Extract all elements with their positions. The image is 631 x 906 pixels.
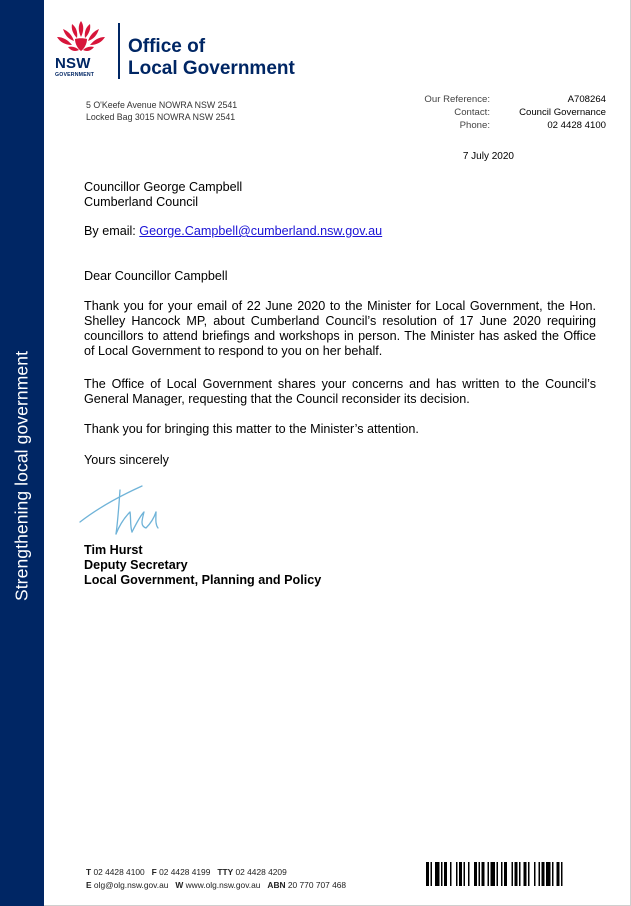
barcode-bar [524, 862, 527, 886]
footer-e-label: E [86, 880, 92, 890]
footer-fax: 02 4428 4199 [159, 867, 211, 877]
footer-email: olg@olg.nsw.gov.au [93, 880, 169, 890]
barcode-bar [468, 862, 470, 886]
barcode-bar [504, 862, 507, 886]
barcode-bar [482, 862, 485, 886]
footer-f-label: F [151, 867, 157, 877]
barcode-bar [488, 862, 490, 886]
nsw-olg-logo [54, 19, 334, 81]
footer-line-2 [86, 879, 346, 892]
barcode-bar [542, 862, 545, 886]
org-name-line-1: Office of [128, 36, 206, 57]
footer-abn: 20 770 707 468 [287, 880, 347, 890]
recipient-block [84, 180, 484, 210]
barcode-bar [474, 862, 477, 886]
closing-line: Yours sincerely [84, 453, 169, 467]
sidebar-slogan: Strengthening local government [11, 350, 32, 602]
recipient-email-link[interactable]: George.Campbell@cumberland.nsw.gov.au [139, 224, 383, 238]
footer-tty: 02 4428 4209 [235, 867, 287, 877]
signatory-division: Local Government, Planning and Policy [84, 573, 322, 587]
waratah-icon [54, 19, 108, 57]
barcode-bar [431, 862, 433, 886]
footer-contacts [86, 866, 346, 892]
sidebar-band [0, 0, 44, 906]
barcode-bar [519, 862, 521, 886]
by-email-label: By email: [84, 224, 140, 238]
reference-values [496, 93, 606, 132]
reference-labels [380, 93, 490, 132]
barcode-bar [459, 862, 462, 886]
barcode-bar [539, 862, 541, 886]
barcode-bar [491, 862, 496, 886]
barcode-bar [441, 862, 443, 886]
government-wordmark: GOVERNMENT [55, 72, 95, 78]
salutation: Dear Councillor Campbell [84, 269, 228, 283]
signature-block [84, 543, 321, 588]
signatory-name: Tim Hurst [84, 543, 143, 557]
contact-label: Contact: [454, 107, 490, 118]
body-paragraph-1: Thank you for your email of 22 June 2020 to the Minister for Local Government, the Hon. Shelley Hancock MP, about Cumberland Council’s resolution of 17 June 2020 requiring councillors to attend briefings and workshops in person. The Minister has asked the Office of Local Government to respond to you on her behalf. [84, 299, 596, 358]
body-paragraph-3: Thank you for bringing this matter to the Minister’s attention. [84, 422, 419, 436]
address-line-1: 5 O'Keefe Avenue NOWRA NSW 2541 [86, 100, 238, 110]
handwritten-signature [76, 478, 176, 540]
footer-abn-label: ABN [267, 880, 286, 890]
barcode-bar [512, 862, 514, 886]
body-paragraph-2: The Office of Local Government shares your concerns and has written to the Council’s General Manager, requesting that the Council reconsider its decision. [84, 377, 596, 406]
barcode-bar [501, 862, 503, 886]
signatory-title: Deputy Secretary [84, 558, 188, 572]
phone-value: 02 4428 4100 [547, 120, 606, 131]
barcode-bar [479, 862, 481, 886]
footer-website: www.olg.nsw.gov.au [185, 880, 261, 890]
nsw-wordmark: NSW [55, 55, 91, 72]
contact-value: Council Governance [519, 107, 606, 118]
barcode-bar [534, 862, 536, 886]
barcode-bar [435, 862, 440, 886]
barcode-bar [426, 862, 429, 886]
recipient-organisation: Cumberland Council [84, 195, 199, 209]
letter-date: 7 July 2020 [462, 151, 514, 162]
recipient-name: Councillor George Campbell [84, 180, 243, 194]
barcode-bar [497, 862, 499, 886]
barcode-bar [546, 862, 551, 886]
barcode-bar [561, 862, 563, 886]
barcode-bar [456, 862, 458, 886]
barcode-bar [552, 862, 554, 886]
footer-phone: 02 4428 4100 [93, 867, 145, 877]
barcode-bar [557, 862, 560, 886]
barcode-bar [528, 862, 530, 886]
phone-label: Phone: [459, 120, 490, 131]
footer-tty-label: TTY [217, 867, 234, 877]
barcode-bar [450, 862, 452, 886]
barcode [426, 862, 602, 886]
footer-line-1 [86, 866, 346, 879]
sender-address [86, 99, 237, 123]
footer-t-label: T [86, 867, 92, 877]
logo-divider [118, 23, 120, 79]
barcode-bar [464, 862, 466, 886]
address-line-2: Locked Bag 3015 NOWRA NSW 2541 [86, 112, 236, 122]
barcode-bar [515, 862, 518, 886]
footer-w-label: W [175, 880, 184, 890]
our-reference-label: Our Reference: [424, 94, 490, 105]
our-reference-value: A708264 [567, 94, 606, 105]
barcode-bar [444, 862, 447, 886]
org-name-line-2: Local Government [128, 58, 295, 79]
by-email-line [84, 224, 484, 239]
